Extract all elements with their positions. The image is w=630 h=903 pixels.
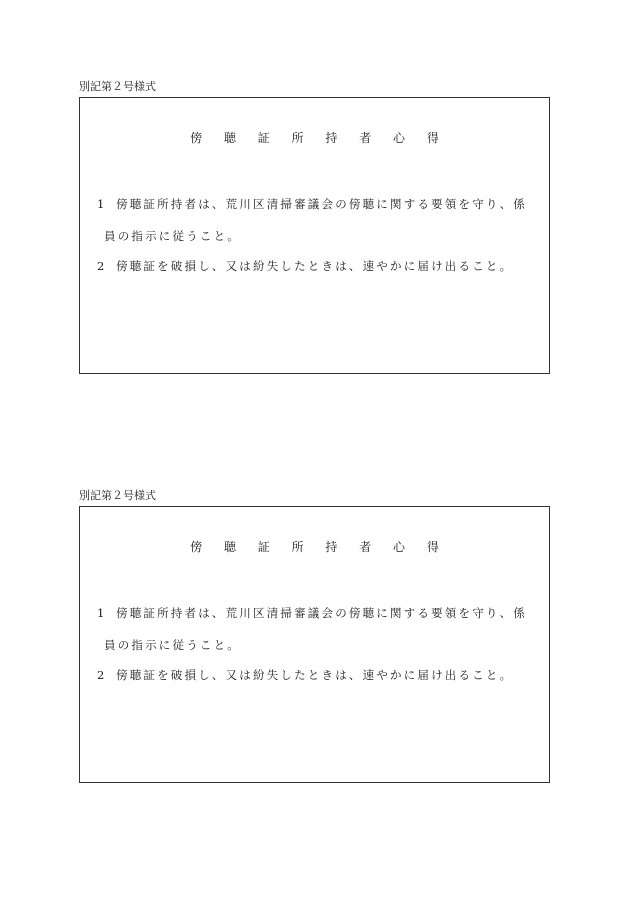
rule-number: 2 xyxy=(97,259,105,273)
notice-card xyxy=(79,506,550,783)
rule-item xyxy=(97,258,539,274)
rule-item xyxy=(97,667,539,683)
card-title: 傍 聴 証 所 持 者 心 得 xyxy=(190,540,448,554)
rule-text-continuation: 員の指示に従うこと。 xyxy=(104,638,241,652)
rule-text: 傍聴証所持者は、荒川区清掃審議会の傍聴に関する要領を守り、係 xyxy=(116,606,527,620)
rule-number: 2 xyxy=(97,668,105,682)
rule-item xyxy=(97,605,539,621)
form-label: 別記第２号様式 xyxy=(79,489,156,502)
rule-text-continuation: 員の指示に従うこと。 xyxy=(104,229,241,243)
rule-number: 1 xyxy=(97,197,105,211)
rule-number: 1 xyxy=(97,606,105,620)
rule-text: 傍聴証を破損し、又は紛失したときは、速やかに届け出ること。 xyxy=(116,259,514,273)
notice-card xyxy=(79,97,550,374)
rule-text: 傍聴証所持者は、荒川区清掃審議会の傍聴に関する要領を守り、係 xyxy=(116,197,527,211)
rule-item xyxy=(97,196,539,212)
form-label: 別記第２号様式 xyxy=(79,80,156,93)
card-title: 傍 聴 証 所 持 者 心 得 xyxy=(190,131,448,145)
rule-text: 傍聴証を破損し、又は紛失したときは、速やかに届け出ること。 xyxy=(116,668,514,682)
